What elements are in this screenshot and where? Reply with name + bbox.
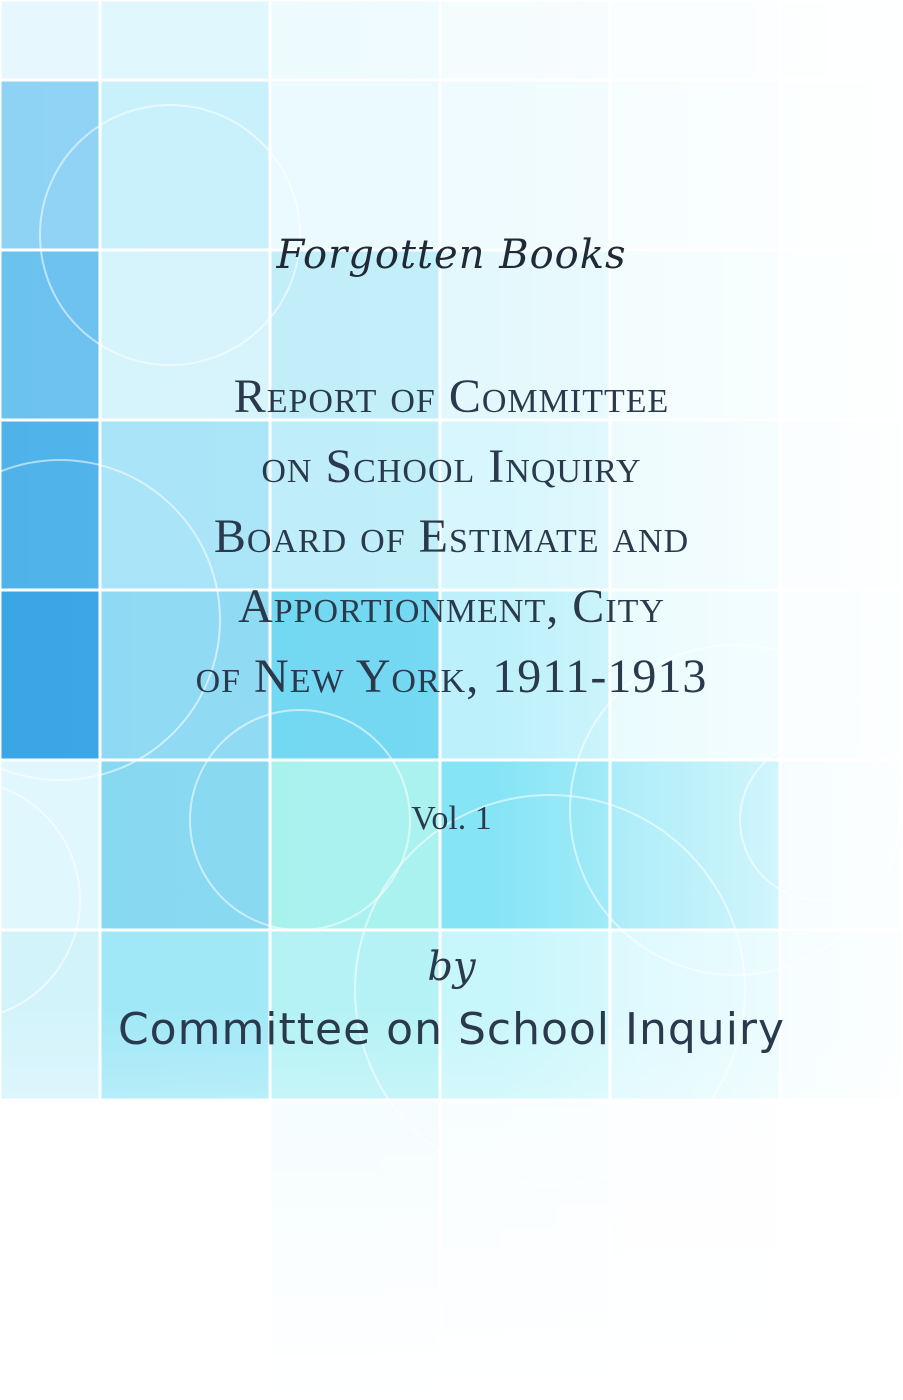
book-title — [60, 362, 843, 712]
title-line: Board of Estimate and — [213, 510, 690, 563]
volume-label: Vol. 1 — [411, 800, 492, 837]
title-line: of New York, 1911-1913 — [195, 650, 708, 703]
title-line: on School Inquiry — [261, 440, 642, 493]
author-name: Committee on School Inquiry — [117, 1004, 786, 1055]
title-line: Report of Committee — [233, 370, 670, 423]
title-line: Apportionment, City — [238, 580, 665, 633]
by-label: by — [427, 944, 476, 990]
publisher-logo: Forgotten Books — [276, 232, 627, 278]
